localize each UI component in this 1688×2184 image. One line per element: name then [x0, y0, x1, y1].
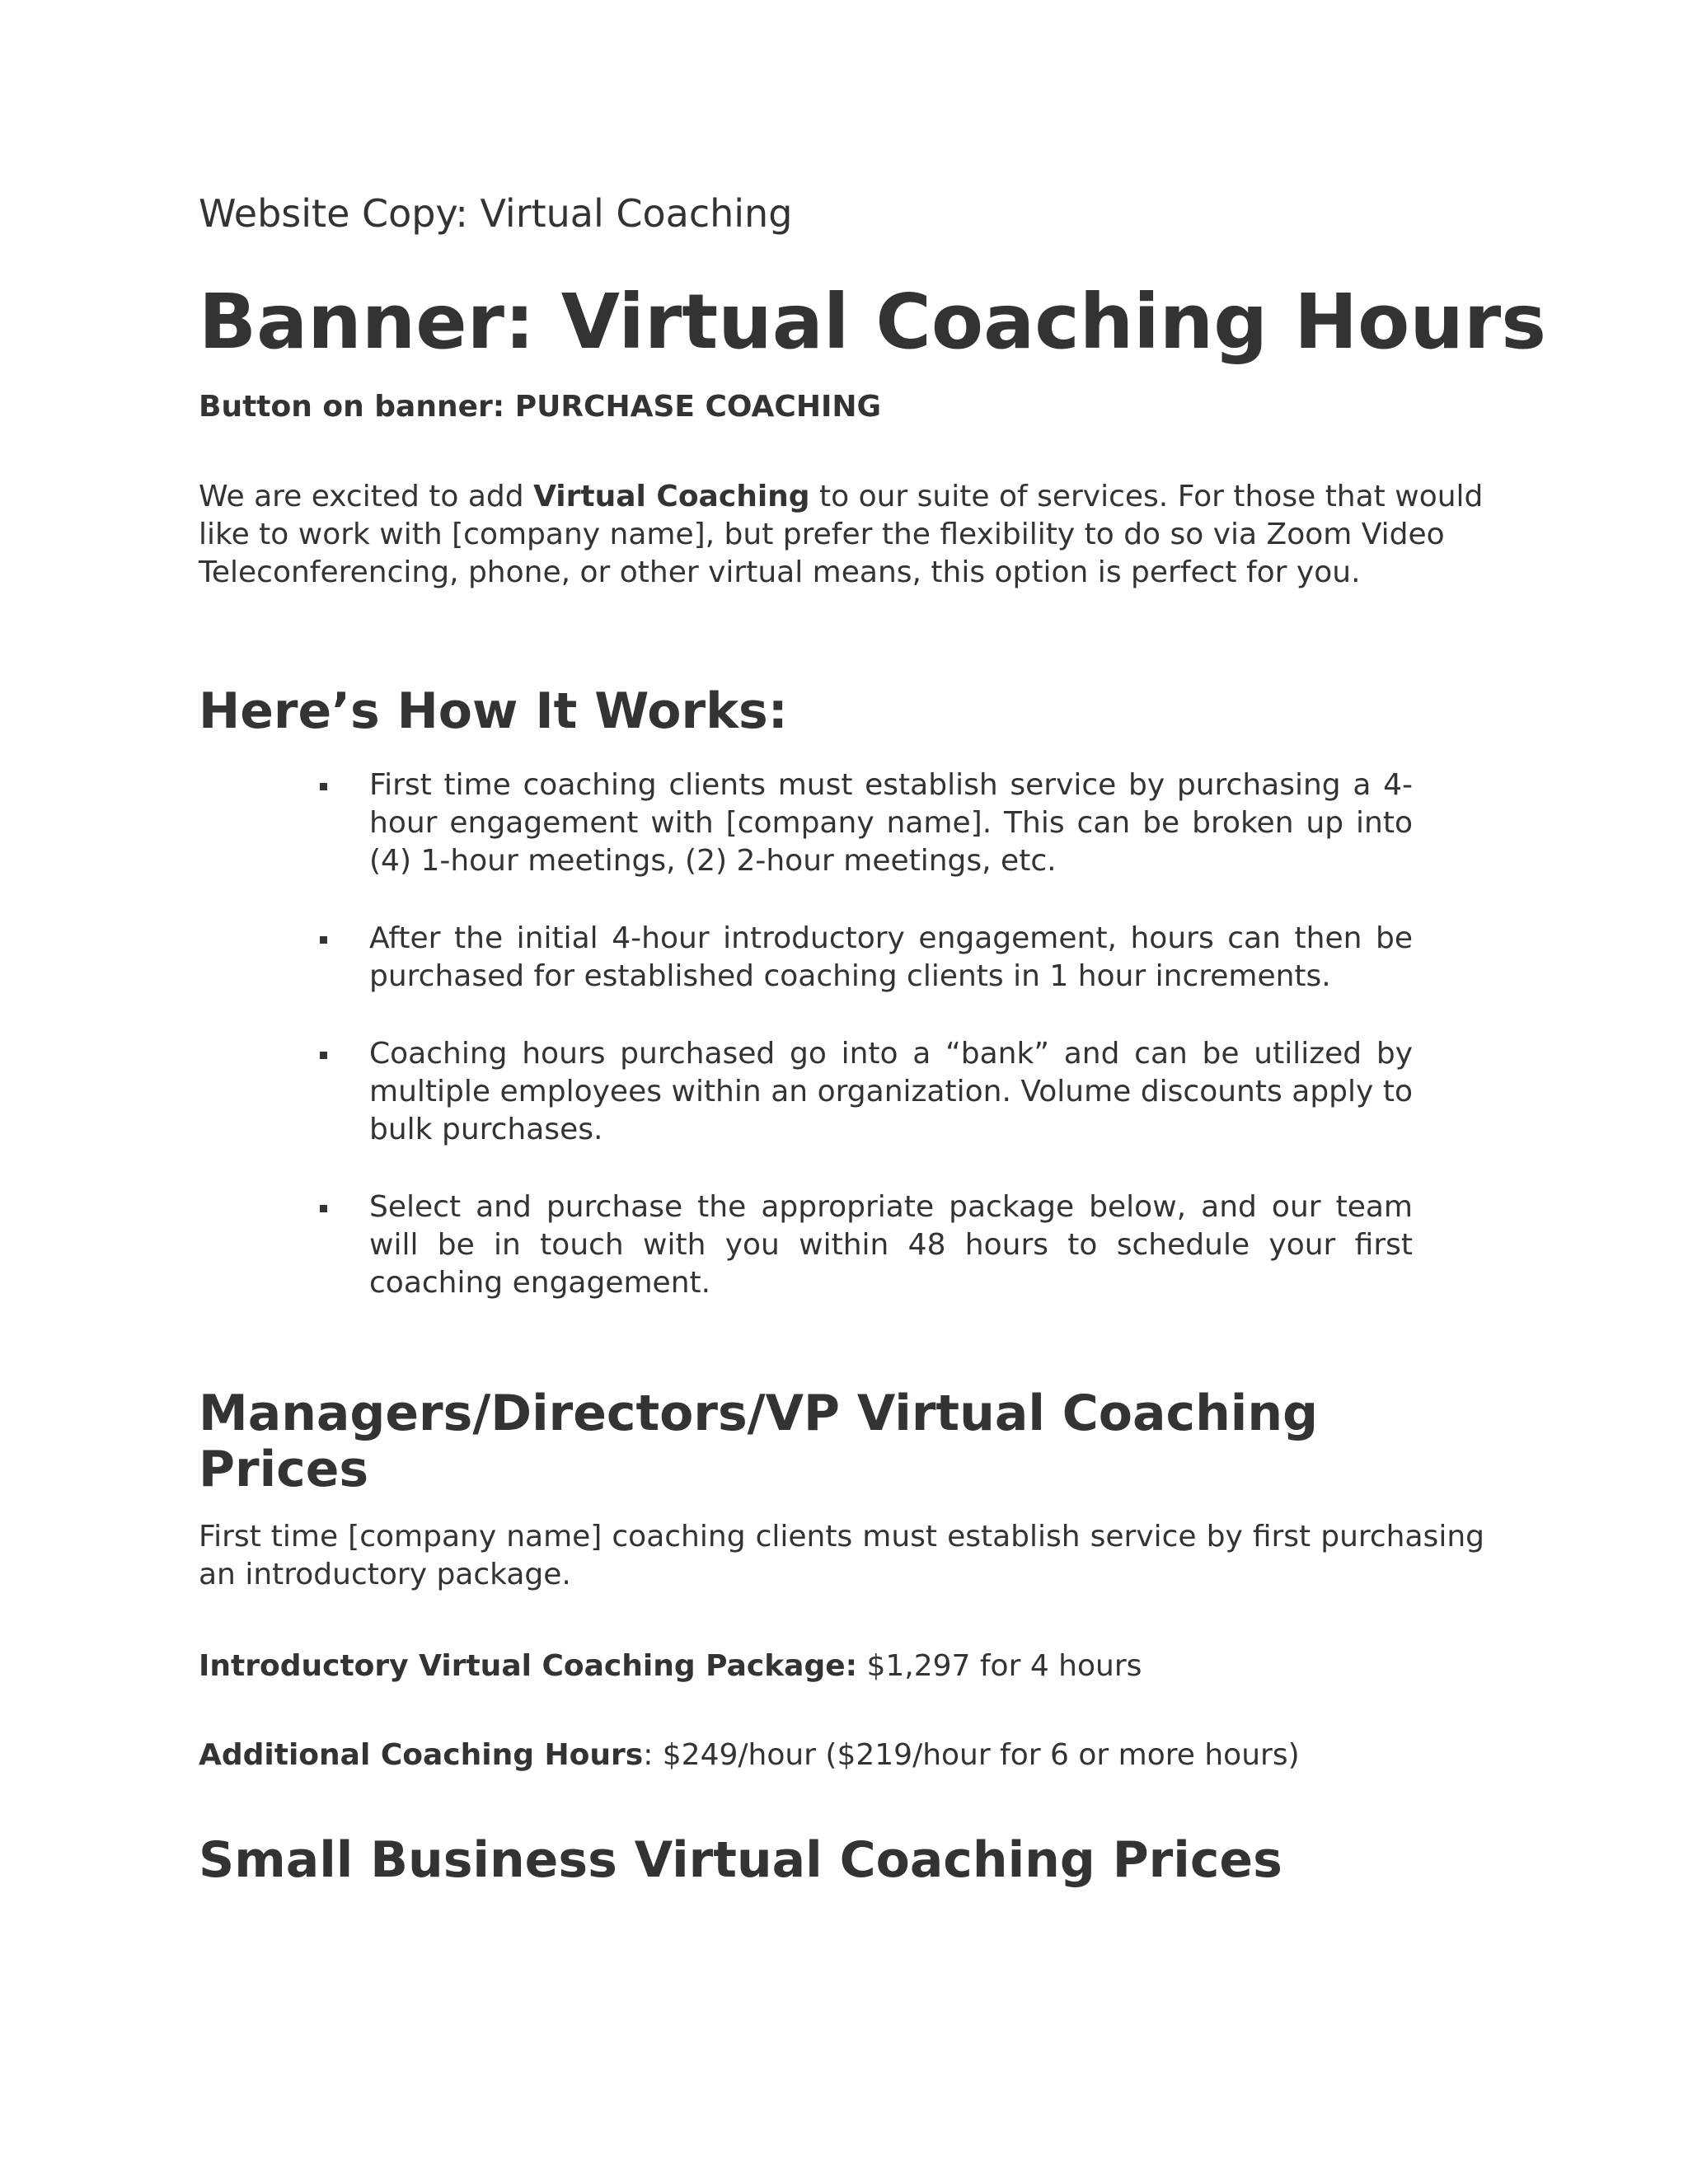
- bullet-square-icon: [320, 1052, 327, 1059]
- how-it-works-heading: Here’s How It Works:: [199, 682, 788, 740]
- list-item-text: Select and purchase the appropriate package below, and our team will be in touch with you within 48 hours to schedule your first coaching engagement.: [369, 1190, 1413, 1300]
- intro-package-value: $1,297 for 4 hours: [857, 1649, 1142, 1683]
- intro-package-price: [199, 1648, 1142, 1684]
- list-item-text: After the initial 4-hour introductory engagement, hours can then be purchased for established coaching clients in 1 hour increments.: [369, 921, 1413, 993]
- additional-hours-price: [199, 1737, 1300, 1773]
- list-item: [316, 920, 1413, 996]
- list-item: [316, 1035, 1413, 1149]
- intro-package-label: Introductory Virtual Coaching Package:: [199, 1649, 858, 1683]
- banner-title: Banner: Virtual Coaching Hours: [199, 278, 1546, 366]
- managers-pricing-note: First time [company name] coaching clients must establish service by first purchasing an introductory package.: [199, 1520, 1484, 1591]
- list-item-text: Coaching hours purchased go into a “bank” and can be utilized by multiple employees within an organization. Volume discounts apply to bulk purchases.: [369, 1037, 1413, 1146]
- bullet-square-icon: [320, 783, 327, 790]
- bullet-square-icon: [320, 1205, 327, 1212]
- intro-paragraph: [199, 478, 1484, 592]
- banner-button-note: Button on banner: PURCHASE COACHING: [199, 390, 882, 424]
- managers-pricing-heading: Managers/Directors/VP Virtual Coaching Prices: [199, 1385, 1319, 1498]
- intro-text-start: We are excited to add: [199, 480, 534, 513]
- list-item-text: First time coaching clients must establish service by purchasing a 4-hour engagement with [company name]. This can be broken up into (4) 1-hour meetings, (2) 2-hour meetings, etc.: [369, 768, 1413, 878]
- small-business-pricing-heading: Small Business Virtual Coaching Prices: [199, 1831, 1282, 1889]
- document-label: Website Copy: Virtual Coaching: [199, 191, 793, 236]
- additional-hours-label: Additional Coaching Hours: [199, 1738, 644, 1772]
- intro-text-end: to our suite of services. For those that would like to work with [company name], but prefer the flexibility to do so via Zoom Video Teleconferencing, phone, or other virtual means, this option is perfect for you.: [199, 480, 1484, 589]
- bullet-square-icon: [320, 936, 327, 944]
- list-item: [316, 766, 1413, 880]
- intro-emphasis: Virtual Coaching: [533, 480, 810, 513]
- how-it-works-list: [316, 766, 1413, 1342]
- additional-hours-value: : $249/hour ($219/hour for 6 or more hours): [643, 1738, 1300, 1772]
- list-item: [316, 1188, 1413, 1302]
